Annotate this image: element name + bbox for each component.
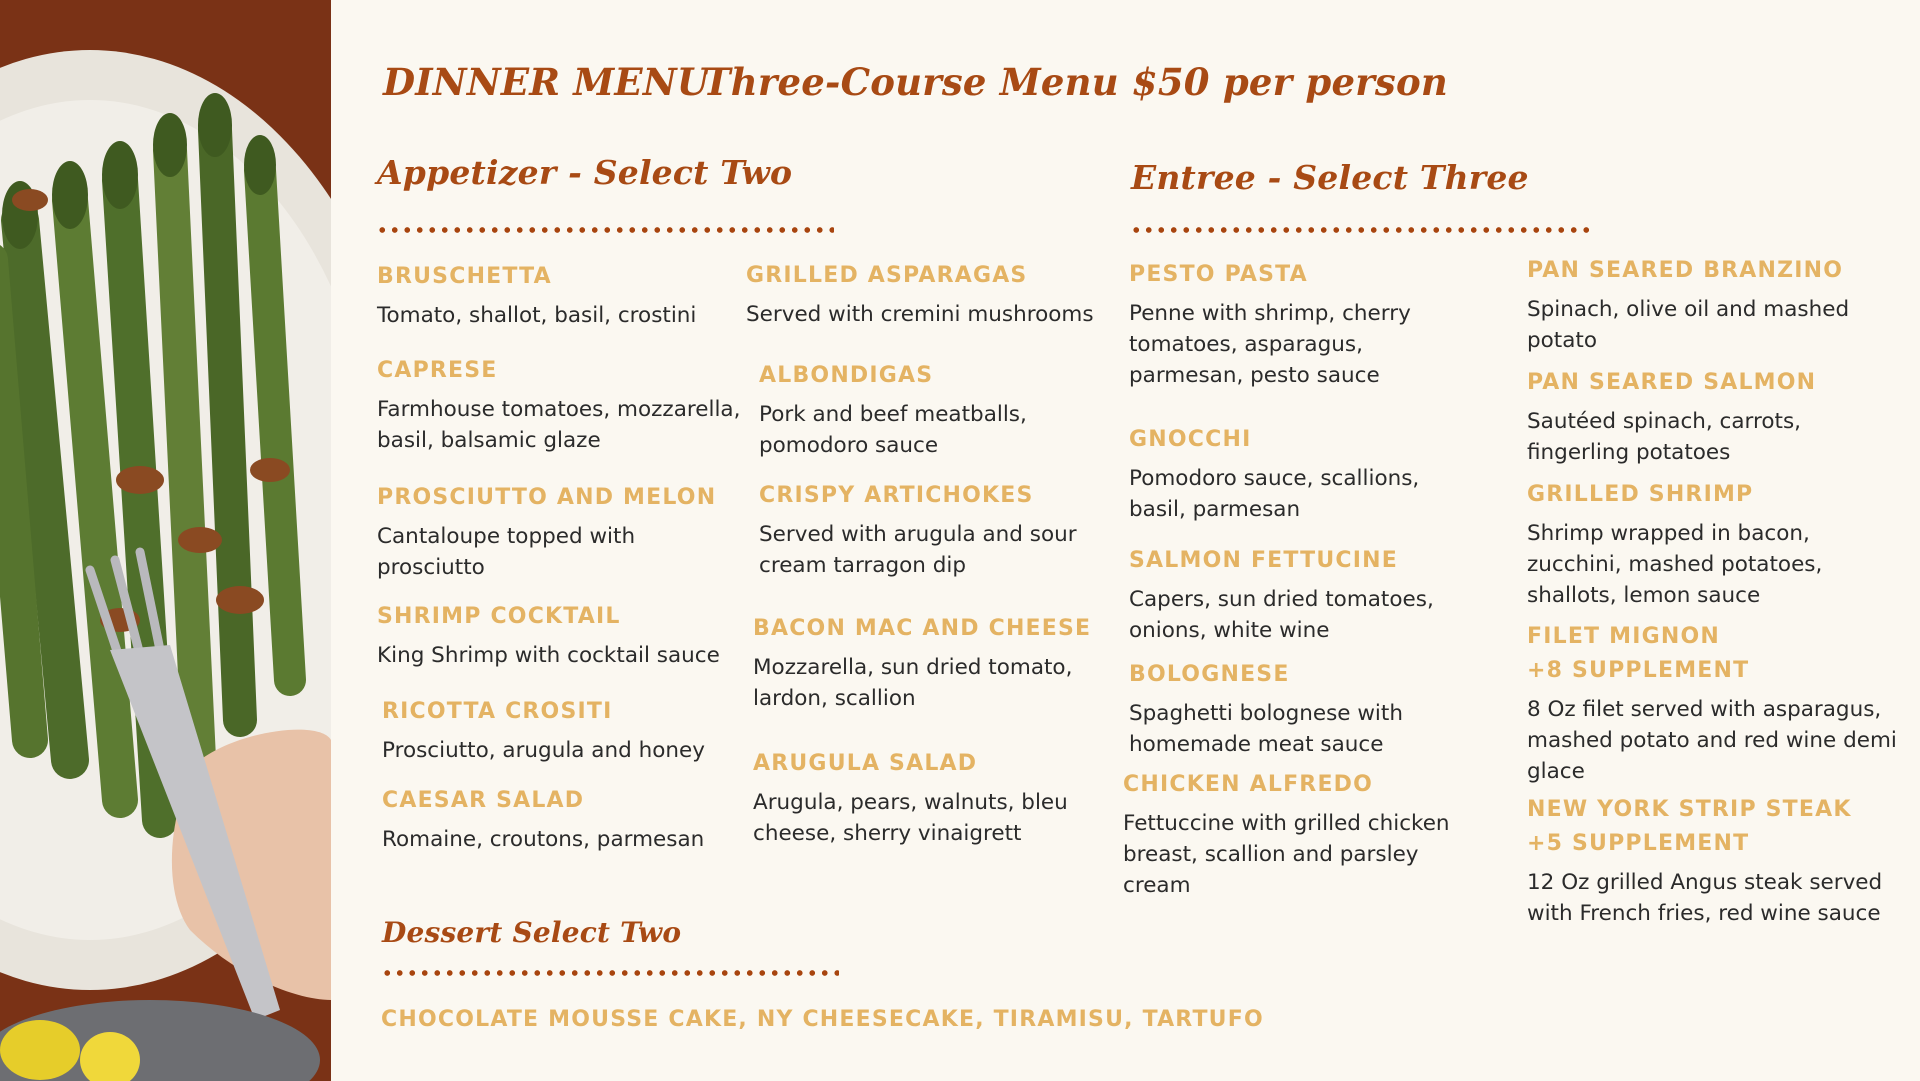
menu-item (1129, 658, 1449, 760)
item-description: Served with cremini mushrooms (746, 302, 1094, 327)
item-name: PROSCIUTTO AND MELON (377, 485, 717, 510)
item-description: Farmhouse tomatoes, mozzarella, basil, balsamic glaze (377, 397, 741, 453)
item-name: BRUSCHETTA (377, 264, 552, 289)
item-name: RICOTTA CROSITI (382, 699, 613, 724)
menu-item (1527, 366, 1897, 468)
menu-subtitle: Three-Course Menu $50 per person (703, 60, 1448, 104)
item-name: SHRIMP COCKTAIL (377, 604, 621, 629)
fork-icon (60, 540, 320, 1040)
item-description: Romaine, croutons, parmesan (382, 827, 705, 852)
item-description: Pork and beef meatballs, pomodoro sauce (759, 402, 1027, 458)
item-description: King Shrimp with cocktail sauce (377, 643, 720, 668)
item-description: Spinach, olive oil and mashed potato (1527, 297, 1850, 353)
item-description: Spaghetti bolognese with homemade meat sauce (1129, 701, 1403, 757)
menu-item (377, 600, 757, 671)
item-name: FILET MIGNON (1527, 624, 1720, 649)
item-description: Capers, sun dried tomatoes, onions, white wine (1129, 587, 1434, 643)
menu-item (1129, 544, 1459, 646)
item-description: Sautéed spinach, carrots, fingerling potatoes (1527, 409, 1801, 465)
entree-heading: Entree - Select Three (1131, 158, 1529, 197)
menu-item (377, 260, 757, 331)
item-description: Served with arugula and sour cream tarragon dip (759, 522, 1077, 578)
item-name: CHICKEN ALFREDO (1123, 772, 1374, 797)
item-name: GRILLED SHRIMP (1527, 482, 1754, 507)
item-description: Fettuccine with grilled chicken breast, scallion and parsley cream (1123, 811, 1450, 898)
menu-item (1129, 258, 1449, 391)
item-description: Mozzarella, sun dried tomato, lardon, scallion (753, 655, 1073, 711)
menu-item (377, 481, 717, 583)
menu-item (746, 259, 1126, 330)
entree-divider (1130, 226, 1590, 234)
menu-item (382, 695, 762, 766)
appetizer-heading: Appetizer - Select Two (377, 153, 793, 192)
item-name: BACON MAC AND CHEESE (753, 616, 1092, 641)
item-name: PESTO PASTA (1129, 262, 1308, 287)
item-name: SALMON FETTUCINE (1129, 548, 1398, 573)
item-description: Arugula, pears, walnuts, bleu cheese, sherry vinaigrett (753, 790, 1068, 846)
item-name: ALBONDIGAS (759, 363, 934, 388)
item-description: Tomato, shallot, basil, crostini (377, 303, 697, 328)
item-description: 8 Oz filet served with asparagus, mashed potato and red wine demi glace (1527, 697, 1897, 784)
menu-item (753, 612, 1093, 714)
item-supplement: +5 SUPPLEMENT (1527, 831, 1750, 856)
item-name: ARUGULA SALAD (753, 751, 978, 776)
appetizer-divider (376, 226, 834, 234)
menu-item (759, 479, 1099, 581)
item-description: Penne with shrimp, cherry tomatoes, asparagus, parmesan, pesto sauce (1129, 301, 1411, 388)
item-name: NEW YORK STRIP STEAK (1527, 797, 1852, 822)
menu-item (377, 354, 742, 456)
dessert-items: CHOCOLATE MOUSSE CAKE, NY CHEESECAKE, TIRAMISU, TARTUFO (381, 1007, 1264, 1032)
food-photo (0, 0, 331, 1081)
dessert-divider (381, 969, 839, 977)
menu-item (382, 784, 762, 855)
menu-item (1129, 423, 1449, 525)
item-name: CRISPY ARTICHOKES (759, 483, 1034, 508)
item-name: GNOCCHI (1129, 427, 1252, 452)
item-supplement: +8 SUPPLEMENT (1527, 658, 1750, 683)
item-description: Pomodoro sauce, scallions, basil, parmesan (1129, 466, 1420, 522)
menu-item (1527, 254, 1897, 356)
menu-item (1527, 478, 1867, 611)
item-description: Prosciutto, arugula and honey (382, 738, 705, 763)
menu-item (1123, 768, 1463, 901)
item-description: Cantaloupe topped with prosciutto (377, 524, 636, 580)
menu-item (753, 747, 1093, 849)
item-name: PAN SEARED BRANZINO (1527, 258, 1844, 283)
item-name: BOLOGNESE (1129, 662, 1290, 687)
item-name: PAN SEARED SALMON (1527, 370, 1817, 395)
item-name: CAPRESE (377, 358, 498, 383)
menu-title: DINNER MENU (383, 60, 710, 104)
menu-item (1527, 793, 1897, 929)
menu-item (1527, 620, 1897, 787)
dessert-heading: Dessert Select Two (382, 916, 682, 949)
menu-item (759, 359, 1059, 461)
item-name: GRILLED ASPARAGAS (746, 263, 1028, 288)
item-description: 12 Oz grilled Angus steak served with French fries, red wine sauce (1527, 870, 1883, 926)
item-name: CAESAR SALAD (382, 788, 585, 813)
item-description: Shrimp wrapped in bacon, zucchini, mashed potatoes, shallots, lemon sauce (1527, 521, 1823, 608)
